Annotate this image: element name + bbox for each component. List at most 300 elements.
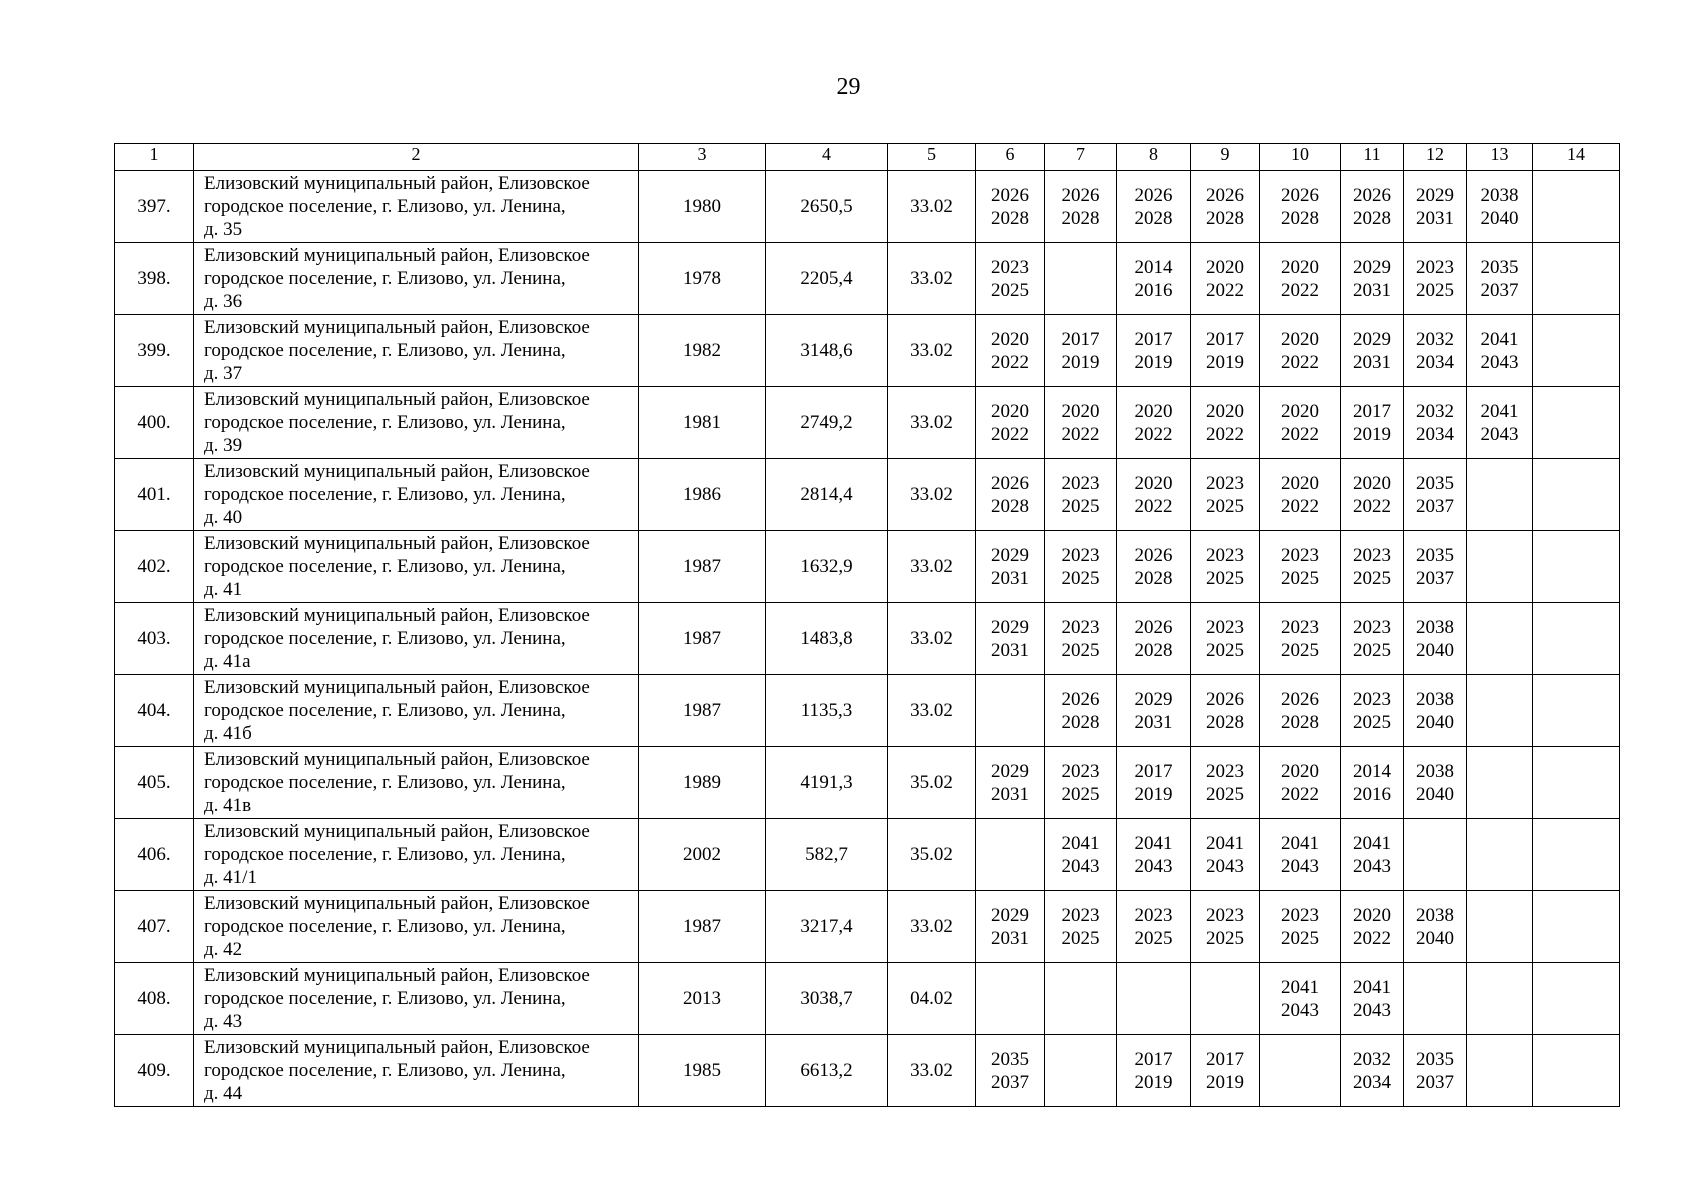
period-cell-col-8 [1117,963,1191,1035]
period-start-year: 2017 [1134,1048,1173,1070]
period-end-year: 2031 [1353,351,1391,373]
address-line: д. 41 [204,579,243,600]
table-row [115,603,1620,675]
period-end-year: 2043 [1281,855,1319,877]
period-start-year: 2041 [1206,832,1244,854]
period-start-year: 2023 [1281,544,1319,566]
period-end-year: 2031 [1416,207,1454,229]
period-cell-col-7 [1045,675,1117,747]
address-line: городское поселение, г. Елизово, ул. Ленина, [204,268,566,289]
period-end-year: 2025 [1206,927,1244,949]
period-end-year: 2043 [1134,855,1173,877]
year-built-cell: 1986 [639,459,766,531]
address-line: городское поселение, г. Елизово, ул. Ленина, [204,628,566,649]
period-cell-col-10 [1260,891,1341,963]
period-start-year: 2035 [1416,1048,1454,1070]
period-cell-col-8 [1117,171,1191,243]
address-line: Елизовский муниципальный район, Елизовское [204,677,590,698]
period-cell-col-7 [1045,459,1117,531]
column-header-4: 4 [766,144,888,171]
period-end-year: 2016 [1353,783,1391,805]
period-cell-col-7 [1045,747,1117,819]
column-header-13: 13 [1467,144,1533,171]
period-start-year: 2017 [1206,1048,1244,1070]
year-built-cell: 1980 [639,171,766,243]
period-start-year: 2017 [1353,400,1391,422]
period-end-year: 2028 [1206,711,1244,733]
period-end-year: 2022 [1281,495,1319,517]
period-cell-col-7 [1045,387,1117,459]
period-end-year: 2019 [1134,351,1173,373]
address-line: Елизовский муниципальный район, Елизовское [204,605,590,626]
code-cell: 33.02 [888,459,976,531]
period-start-year: 2029 [991,904,1029,926]
period-end-year: 2043 [1480,351,1519,373]
period-end-year: 2040 [1480,207,1519,229]
period-cell-col-14 [1533,459,1620,531]
period-end-year: 2031 [991,639,1029,661]
address-line: д. 42 [204,939,243,960]
period-cell-col-14 [1533,315,1620,387]
year-built-cell: 1987 [639,531,766,603]
period-cell-col-12 [1404,819,1467,891]
period-start-year: 2041 [1281,976,1319,998]
period-start-year: 2041 [1281,832,1319,854]
area-cell: 6613,2 [766,1035,888,1107]
period-end-year: 2022 [1206,279,1244,301]
period-cell-col-6 [976,819,1045,891]
code-cell: 04.02 [888,963,976,1035]
period-end-year: 2025 [1206,495,1244,517]
period-cell-col-13 [1467,459,1533,531]
period-end-year: 2022 [1134,495,1173,517]
period-cell-col-9 [1191,747,1260,819]
period-start-year: 2017 [1061,328,1100,350]
period-start-year: 2017 [1134,760,1173,782]
period-cell-col-9 [1191,675,1260,747]
period-cell-col-12 [1404,387,1467,459]
row-number-cell: 405. [115,747,194,819]
period-cell-col-13 [1467,531,1533,603]
period-start-year: 2014 [1134,256,1173,278]
period-start-year: 2032 [1416,328,1454,350]
period-cell-col-14 [1533,891,1620,963]
period-end-year: 2025 [1281,639,1319,661]
table-header-row [115,144,1620,171]
code-cell: 33.02 [888,1035,976,1107]
period-start-year: 2023 [1206,760,1244,782]
code-cell: 33.02 [888,531,976,603]
period-start-year: 2035 [1416,544,1454,566]
period-end-year: 2031 [1353,279,1391,301]
period-end-year: 2028 [1206,207,1244,229]
period-cell-col-6 [976,1035,1045,1107]
year-built-cell: 2002 [639,819,766,891]
column-header-2: 2 [194,144,639,171]
period-start-year: 2020 [991,400,1029,422]
period-start-year: 2035 [1416,472,1454,494]
period-cell-col-9 [1191,963,1260,1035]
period-start-year: 2029 [991,760,1029,782]
period-start-year: 2041 [1134,832,1173,854]
area-cell: 3148,6 [766,315,888,387]
address-line: д. 41в [204,795,252,816]
period-cell-col-13 [1467,171,1533,243]
address-line: городское поселение, г. Елизово, ул. Ленина, [204,556,566,577]
period-start-year: 2020 [1206,400,1244,422]
period-start-year: 2035 [1480,256,1519,278]
period-cell-col-10 [1260,315,1341,387]
address-cell [194,747,639,819]
period-end-year: 2028 [1134,567,1173,589]
period-cell-col-8 [1117,315,1191,387]
period-start-year: 2041 [1353,832,1391,854]
period-start-year: 2026 [1061,184,1100,206]
address-line: городское поселение, г. Елизово, ул. Ленина, [204,196,566,217]
period-cell-col-6 [976,315,1045,387]
period-start-year: 2026 [1134,616,1173,638]
address-line: Елизовский муниципальный район, Елизовское [204,533,590,554]
period-start-year: 2038 [1480,184,1519,206]
period-end-year: 2019 [1061,351,1100,373]
area-cell: 1135,3 [766,675,888,747]
period-cell-col-11 [1341,531,1404,603]
address-cell [194,819,639,891]
period-cell-col-13 [1467,819,1533,891]
period-start-year: 2026 [1281,184,1319,206]
period-cell-col-9 [1191,459,1260,531]
period-end-year: 2028 [1134,639,1173,661]
period-cell-col-8 [1117,675,1191,747]
period-end-year: 2028 [991,207,1029,229]
year-built-cell: 1987 [639,891,766,963]
period-end-year: 2040 [1416,927,1454,949]
period-cell-col-6 [976,963,1045,1035]
period-end-year: 2019 [1353,423,1391,445]
period-end-year: 2025 [1353,711,1391,733]
address-cell [194,315,639,387]
period-start-year: 2020 [1134,400,1173,422]
period-end-year: 2028 [1061,207,1100,229]
table-row [115,243,1620,315]
period-start-year: 2023 [1061,472,1100,494]
period-cell-col-8 [1117,243,1191,315]
period-end-year: 2028 [1281,711,1319,733]
period-end-year: 2043 [1281,999,1319,1021]
period-end-year: 2025 [1061,927,1100,949]
period-cell-col-12 [1404,603,1467,675]
column-header-7: 7 [1045,144,1117,171]
area-cell: 2749,2 [766,387,888,459]
year-built-cell: 1981 [639,387,766,459]
period-start-year: 2023 [1281,904,1319,926]
period-cell-col-10 [1260,603,1341,675]
period-start-year: 2026 [1206,184,1244,206]
period-cell-col-10 [1260,675,1341,747]
period-end-year: 2037 [1480,279,1519,301]
period-cell-col-11 [1341,315,1404,387]
table-row [115,171,1620,243]
period-end-year: 2028 [1353,207,1391,229]
period-cell-col-12 [1404,315,1467,387]
period-cell-col-12 [1404,891,1467,963]
column-header-9: 9 [1191,144,1260,171]
period-cell-col-10 [1260,747,1341,819]
period-cell-col-6 [976,747,1045,819]
period-end-year: 2043 [1353,999,1391,1021]
page-number: 29 [836,74,861,100]
period-start-year: 2023 [1281,616,1319,638]
period-start-year: 2023 [1134,904,1173,926]
period-end-year: 2025 [1061,495,1100,517]
area-cell: 1632,9 [766,531,888,603]
period-start-year: 2023 [1353,688,1391,710]
period-end-year: 2025 [1281,567,1319,589]
period-end-year: 2043 [1353,855,1391,877]
column-header-12: 12 [1404,144,1467,171]
period-start-year: 2041 [1480,328,1519,350]
period-cell-col-11 [1341,459,1404,531]
period-cell-col-12 [1404,675,1467,747]
row-number-cell: 398. [115,243,194,315]
row-number-cell: 406. [115,819,194,891]
period-cell-col-7 [1045,1035,1117,1107]
period-start-year: 2023 [991,256,1029,278]
row-number-cell: 403. [115,603,194,675]
table-row [115,1035,1620,1107]
period-start-year: 2029 [1416,184,1454,206]
period-start-year: 2020 [1206,256,1244,278]
period-start-year: 2023 [1353,616,1391,638]
period-start-year: 2020 [1281,760,1319,782]
period-start-year: 2032 [1353,1048,1391,1070]
period-end-year: 2031 [1134,711,1173,733]
address-line: Елизовский муниципальный район, Елизовское [204,389,590,410]
address-line: д. 43 [204,1011,243,1032]
period-start-year: 2026 [1281,688,1319,710]
address-line: д. 37 [204,363,243,384]
table-row [115,387,1620,459]
period-start-year: 2041 [1480,400,1519,422]
period-start-year: 2026 [991,184,1029,206]
period-cell-col-9 [1191,315,1260,387]
address-line: городское поселение, г. Елизово, ул. Ленина, [204,772,566,793]
period-start-year: 2017 [1134,328,1173,350]
period-cell-col-14 [1533,243,1620,315]
address-line: д. 41а [204,651,251,672]
period-cell-col-8 [1117,747,1191,819]
period-end-year: 2022 [991,423,1029,445]
period-end-year: 2025 [1281,927,1319,949]
code-cell: 33.02 [888,675,976,747]
code-cell: 35.02 [888,819,976,891]
address-line: Елизовский муниципальный район, Елизовское [204,317,590,338]
period-cell-col-7 [1045,315,1117,387]
address-cell [194,243,639,315]
year-built-cell: 1985 [639,1035,766,1107]
address-line: городское поселение, г. Елизово, ул. Ленина, [204,412,566,433]
period-cell-col-9 [1191,1035,1260,1107]
address-cell [194,171,639,243]
area-cell: 4191,3 [766,747,888,819]
period-cell-col-13 [1467,1035,1533,1107]
address-line: д. 36 [204,291,243,312]
period-cell-col-13 [1467,243,1533,315]
period-end-year: 2025 [1416,279,1454,301]
address-line: городское поселение, г. Елизово, ул. Ленина, [204,988,566,1009]
period-cell-col-12 [1404,243,1467,315]
address-line: городское поселение, г. Елизово, ул. Ленина, [204,1060,566,1081]
column-header-5: 5 [888,144,976,171]
period-cell-col-8 [1117,459,1191,531]
period-start-year: 2038 [1416,616,1454,638]
area-cell: 2650,5 [766,171,888,243]
area-cell: 2814,4 [766,459,888,531]
period-end-year: 2040 [1416,783,1454,805]
period-cell-col-13 [1467,891,1533,963]
period-end-year: 2025 [1353,567,1391,589]
area-cell: 1483,8 [766,603,888,675]
address-cell [194,891,639,963]
period-cell-col-7 [1045,963,1117,1035]
period-cell-col-8 [1117,1035,1191,1107]
period-start-year: 2023 [1353,544,1391,566]
area-cell: 582,7 [766,819,888,891]
period-end-year: 2037 [1416,1071,1454,1093]
period-start-year: 2020 [1281,400,1319,422]
address-line: д. 44 [204,1083,243,1104]
period-cell-col-9 [1191,531,1260,603]
period-end-year: 2025 [1206,783,1244,805]
period-cell-col-12 [1404,459,1467,531]
code-cell: 33.02 [888,603,976,675]
period-cell-col-8 [1117,891,1191,963]
period-start-year: 2035 [991,1048,1029,1070]
period-cell-col-11 [1341,171,1404,243]
address-line: Елизовский муниципальный район, Елизовское [204,173,590,194]
address-cell [194,387,639,459]
period-start-year: 2020 [1281,472,1319,494]
period-cell-col-7 [1045,819,1117,891]
period-cell-col-13 [1467,963,1533,1035]
period-cell-col-7 [1045,171,1117,243]
year-built-cell: 1987 [639,603,766,675]
period-end-year: 2040 [1416,639,1454,661]
period-start-year: 2020 [1353,904,1391,926]
address-line: городское поселение, г. Елизово, ул. Ленина, [204,484,566,505]
table-row [115,459,1620,531]
table-row [115,963,1620,1035]
row-number-cell: 399. [115,315,194,387]
period-cell-col-8 [1117,387,1191,459]
period-cell-col-12 [1404,531,1467,603]
period-cell-col-14 [1533,171,1620,243]
period-cell-col-10 [1260,243,1341,315]
address-line: городское поселение, г. Елизово, ул. Ленина, [204,916,566,937]
period-start-year: 2029 [1134,688,1173,710]
period-start-year: 2020 [1281,256,1319,278]
period-cell-col-7 [1045,891,1117,963]
year-built-cell: 1987 [639,675,766,747]
address-line: Елизовский муниципальный район, Елизовское [204,965,590,986]
period-cell-col-11 [1341,747,1404,819]
period-cell-col-6 [976,531,1045,603]
period-start-year: 2026 [1061,688,1100,710]
period-cell-col-14 [1533,963,1620,1035]
period-end-year: 2043 [1480,423,1519,445]
period-cell-col-11 [1341,387,1404,459]
row-number-cell: 409. [115,1035,194,1107]
period-cell-col-8 [1117,603,1191,675]
address-cell [194,1035,639,1107]
period-cell-col-10 [1260,171,1341,243]
address-line: д. 41б [204,723,252,744]
period-cell-col-14 [1533,675,1620,747]
address-line: Елизовский муниципальный район, Елизовское [204,893,590,914]
address-cell [194,531,639,603]
table-row [115,315,1620,387]
period-start-year: 2026 [1134,184,1173,206]
code-cell: 33.02 [888,243,976,315]
period-end-year: 2025 [991,279,1029,301]
period-start-year: 2029 [991,616,1029,638]
code-cell: 33.02 [888,315,976,387]
period-end-year: 2028 [1281,207,1319,229]
address-line: Елизовский муниципальный район, Елизовское [204,1037,590,1058]
period-cell-col-11 [1341,819,1404,891]
period-cell-col-7 [1045,531,1117,603]
row-number-cell: 402. [115,531,194,603]
row-number-cell: 404. [115,675,194,747]
year-built-cell: 1982 [639,315,766,387]
year-built-cell: 2013 [639,963,766,1035]
period-end-year: 2022 [991,351,1029,373]
period-end-year: 2022 [1206,423,1244,445]
address-line: Елизовский муниципальный район, Елизовское [204,749,590,770]
area-cell: 2205,4 [766,243,888,315]
period-cell-col-12 [1404,963,1467,1035]
period-start-year: 2023 [1061,904,1100,926]
address-line: Елизовский муниципальный район, Елизовское [204,245,590,266]
housing-register-table [114,143,1620,1107]
period-start-year: 2041 [1353,976,1391,998]
period-cell-col-10 [1260,1035,1341,1107]
year-built-cell: 1989 [639,747,766,819]
period-cell-col-14 [1533,387,1620,459]
period-end-year: 2037 [1416,567,1454,589]
period-cell-col-14 [1533,1035,1620,1107]
period-end-year: 2016 [1134,279,1173,301]
period-cell-col-12 [1404,1035,1467,1107]
period-start-year: 2023 [1061,616,1100,638]
period-start-year: 2023 [1206,616,1244,638]
period-end-year: 2028 [991,495,1029,517]
period-end-year: 2025 [1353,639,1391,661]
period-end-year: 2019 [1206,1071,1244,1093]
period-cell-col-11 [1341,963,1404,1035]
period-cell-col-8 [1117,819,1191,891]
address-line: городское поселение, г. Елизово, ул. Ленина, [204,340,566,361]
period-start-year: 2023 [1206,904,1244,926]
table-row [115,747,1620,819]
period-start-year: 2023 [1206,472,1244,494]
period-start-year: 2038 [1416,904,1454,926]
period-cell-col-6 [976,387,1045,459]
period-cell-col-10 [1260,819,1341,891]
period-end-year: 2025 [1206,639,1244,661]
period-cell-col-11 [1341,243,1404,315]
address-line: д. 41/1 [204,867,257,888]
